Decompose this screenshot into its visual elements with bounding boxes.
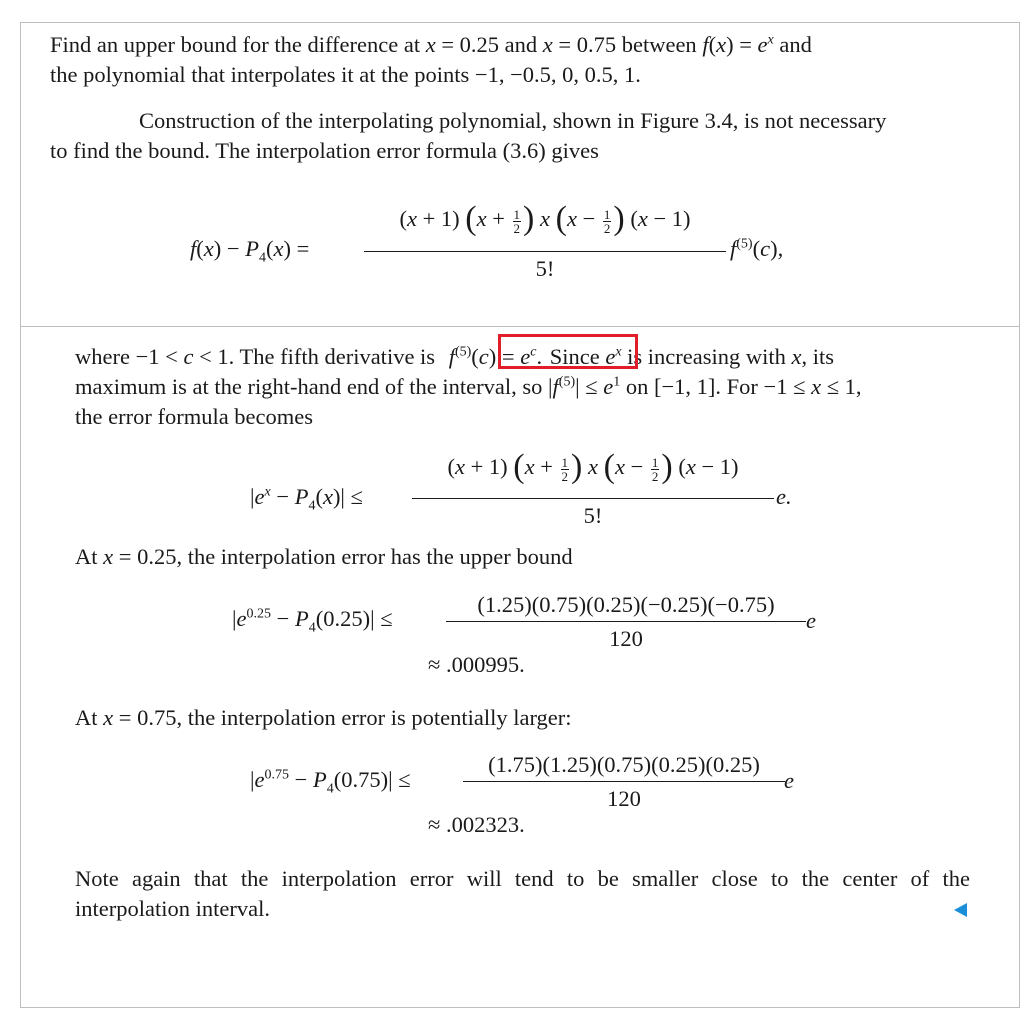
bound-formula-denominator: 5!	[583, 503, 603, 528]
fraction-bar	[463, 781, 785, 782]
bound-formula-fraction	[412, 448, 774, 538]
highlight-box	[498, 334, 638, 369]
bound-025-fraction	[446, 588, 806, 658]
error-formula-fraction	[364, 200, 726, 290]
derivative-line: where −1 < c < 1. The fifth derivative is $f^{(5)}(c) = e^c$. Since $e^x$ is increasing with x, its	[75, 344, 835, 369]
bound-075-lhs: $|e^{0.75} - P_4(0.75)|$ ≤	[250, 767, 411, 797]
fraction-bar	[446, 621, 806, 622]
bound-025-rhs: e	[806, 608, 816, 633]
bound-025-lhs: $|e^{0.25} - P_4(0.25)|$ ≤	[232, 606, 393, 636]
formula-becomes-line: the error formula becomes	[75, 404, 314, 429]
bound-075-rhs: e	[784, 768, 794, 793]
at-025-line: At x = 0.25, the interpolation error has the upper bound	[75, 544, 573, 569]
error-formula-rhs: $f^{(5)}(c)$,	[730, 236, 784, 261]
bound-075-fraction	[463, 748, 785, 818]
end-of-example-icon	[954, 903, 967, 917]
solution-line-1: Construction of the interpolating polynomial, shown in Figure 3.4, is not necessary	[139, 108, 887, 133]
bound-075-value: ≈ .002323.	[428, 812, 525, 837]
fraction-bar	[364, 251, 726, 252]
problem-line-1: Find an upper bound for the difference at x = 0.25 and x = 0.75 between $f(x) = e^x$ and	[50, 32, 812, 57]
error-formula-lhs: $f(x) - P_4(x)$ =	[190, 236, 310, 266]
fraction-bar	[412, 498, 774, 499]
maximum-line: maximum is at the right-hand end of the interval, so $|f^{(5)}| \le e^1$ on [−1, 1]. For −1 ≤ x ≤ 1,	[75, 374, 862, 399]
note-line-1: Note again that the interpolation error will tend to be smaller close to the center of the	[75, 866, 970, 891]
bound-025-numerator: (1.25)(0.75)(0.25)(−0.25)(−0.75)	[477, 592, 775, 617]
error-formula-denominator: 5!	[535, 256, 555, 281]
bound-025-value: ≈ .000995.	[428, 652, 525, 677]
at-075-line: At x = 0.75, the interpolation error is potentially larger:	[75, 705, 572, 730]
bound-formula-numerator: (x + 1) (x + $\frac{1}{2}$ ) x (x − $\frac{1}{2}$ ) (x − 1)	[447, 448, 739, 485]
bound-075-denominator: 120	[607, 786, 641, 811]
bound-025-denominator: 120	[609, 626, 643, 651]
solution-line-2: to find the bound. The interpolation error formula (3.6) gives	[50, 138, 599, 163]
problem-line-2: the polynomial that interpolates it at the points −1, −0.5, 0, 0.5, 1.	[50, 62, 641, 87]
note-line-2: interpolation interval.	[75, 896, 270, 921]
bound-075-numerator: (1.75)(1.25)(0.75)(0.25)(0.25)	[488, 752, 760, 777]
bound-formula-rhs: e.	[776, 484, 792, 509]
error-formula-numerator: (x + 1) (x + $\frac{1}{2}$ ) x (x − $\frac{1}{2}$ ) (x − 1)	[399, 200, 691, 237]
bound-formula-lhs: $|e^x - P_4(x)|$ ≤	[250, 484, 363, 514]
